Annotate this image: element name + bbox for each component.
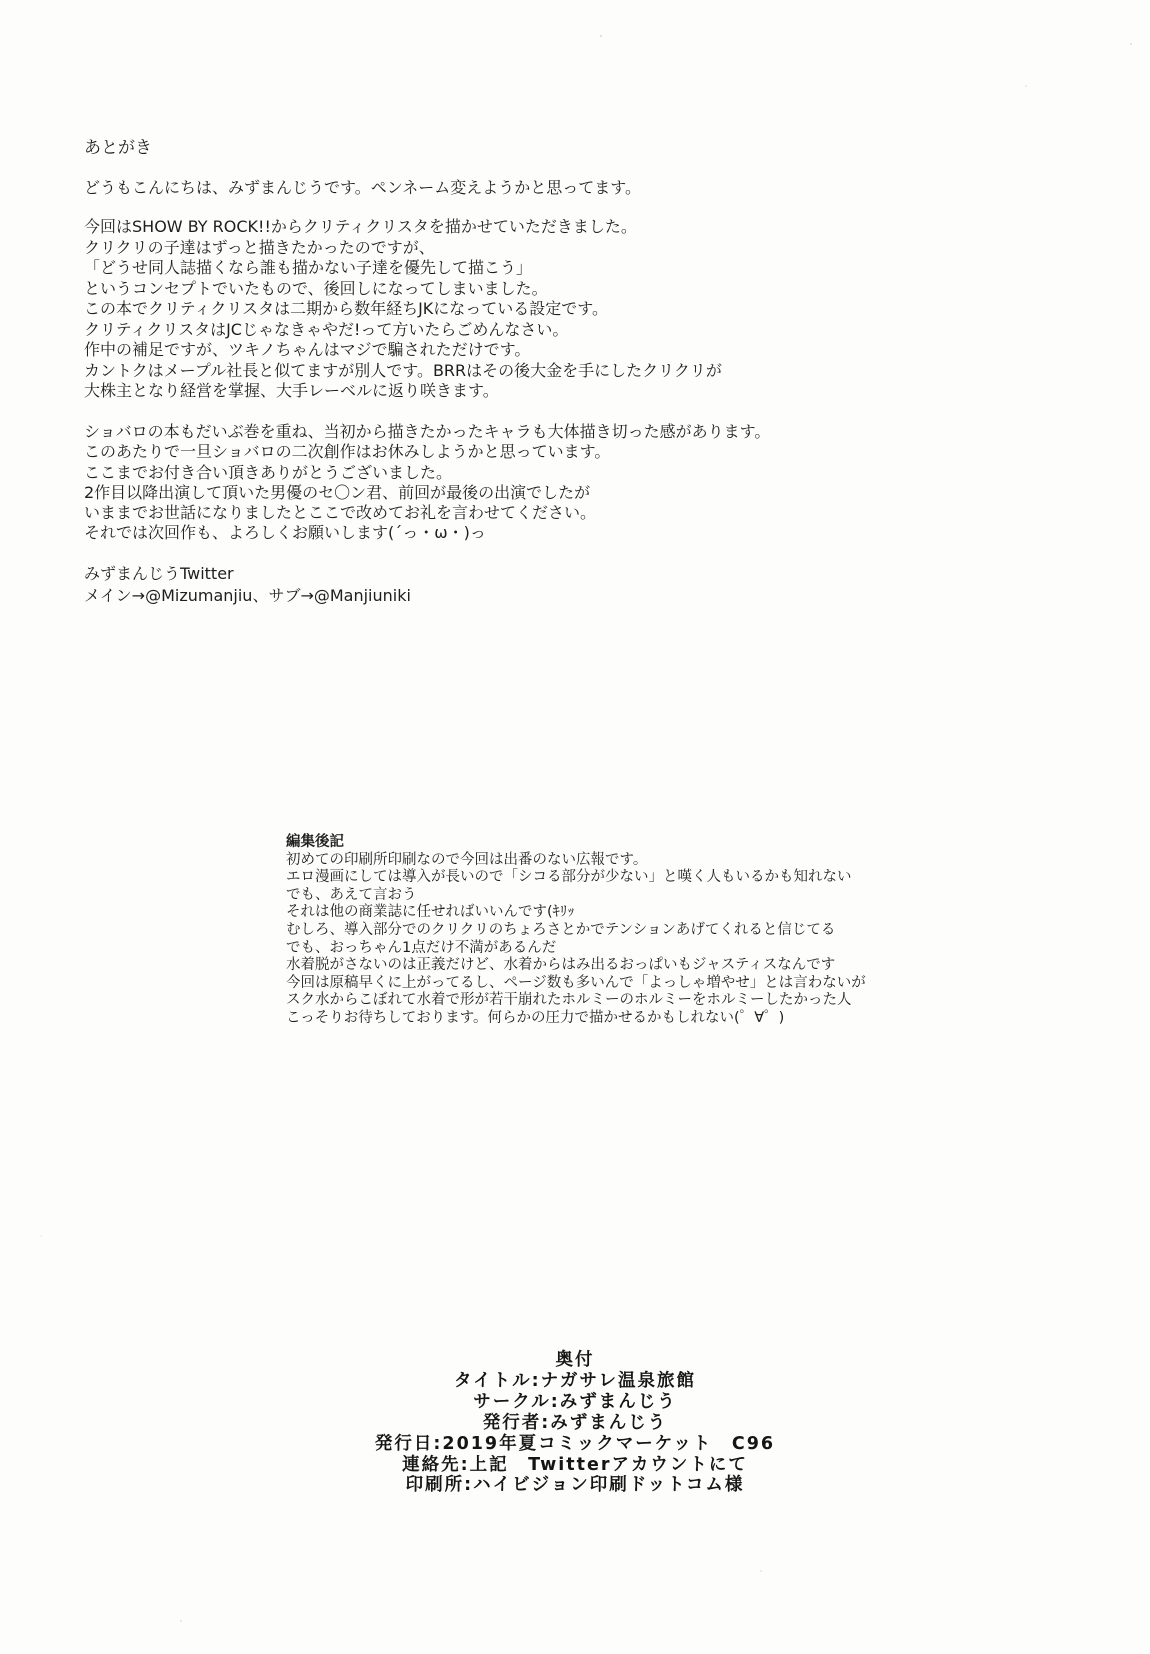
colophon-line-pubdate: 発行日:2019年夏コミックマーケット C96 xyxy=(374,1433,776,1454)
afterword-line: この本でクリティクリスタは二期から数年経ちJKになっている設定です。 xyxy=(84,299,609,318)
editors-note-line: 水着脱がさないのは正義だけど、水着からはみ出るおっぱいもジャスティスなんです xyxy=(286,957,836,974)
afterword-title: あとがき xyxy=(84,138,152,158)
editors-note-line: こっそりお待ちしております。何らかの圧力で描かせるかもしれない(゜∀゜) xyxy=(286,1009,785,1026)
editors-note-line: 今回は原稿早くに上がってるし、ページ数も多いんで「よっしゃ増やせ」とは言わないが xyxy=(286,974,866,991)
colophon-line-circle: サークル:みずまんじう xyxy=(473,1391,677,1412)
editors-note-line: スク水からこぼれて水着で形が若干崩れたホルミーのホルミーをホルミーしたかった人 xyxy=(286,992,852,1009)
editors-note-line: エロ漫画にしては導入が長いので「シコる部分が少ない」と嘆く人もいるかも知れない xyxy=(286,869,852,886)
colophon-line-title: タイトル:ナガサレ温泉旅館 xyxy=(454,1370,696,1391)
editors-note-line: 初めての印刷所印刷なので今回は出番のない広報です。 xyxy=(286,851,648,868)
afterword-line: 作中の補足ですが、ツキノちゃんはマジで騙されただけです。 xyxy=(84,340,531,359)
afterword-line: 今回はSHOW BY ROCK!!からクリティクリスタを描かせていただきました。 xyxy=(84,217,637,236)
colophon-line-publisher: 発行者:みずまんじう xyxy=(482,1412,668,1433)
editors-note-line: むしろ、導入部分でのクリクリのちょろさとかでテンションあげてくれると信じてる xyxy=(286,921,836,938)
editors-note-line: それは他の商業誌に任せればいいんです(ｷﾘｯ xyxy=(286,904,575,921)
afterword-line: 「どうせ同人誌描くなら誰も描かない子達を優先して描こう」 xyxy=(84,258,533,277)
afterword-line: カントクはメープル社長と似てますが別人です。BRRはその後大金を手にしたクリクリが xyxy=(84,360,722,380)
afterword-line: このあたりで一旦ショバロの二次創作はお休みしようかと思っています。 xyxy=(84,442,611,462)
colophon-line-printer: 印刷所:ハイビジョン印刷ドットコム様 xyxy=(405,1475,745,1496)
colophon xyxy=(0,1350,1150,1496)
afterword-line: ショバロの本もだいぶ巻を重ね、当初から描きたかったキャラも大体描き切った感があります。 xyxy=(84,422,771,441)
afterword-paragraph-2 xyxy=(84,422,770,544)
afterword-paragraph-1 xyxy=(84,217,722,402)
scan-dust-specks xyxy=(600,35,602,37)
afterword-line: いままでお世話になりましたとここで改めてお礼を言わせてください。 xyxy=(84,503,597,523)
twitter-accounts: メイン→@Mizumanjiu、サブ→@Manjiuniki xyxy=(84,586,411,605)
afterword-line: クリクリの子達はずっと描きたかったのですが、 xyxy=(84,237,435,257)
afterword-line: それでは次回作も、よろしくお願いします(´っ・ω・)っ xyxy=(84,523,486,543)
editors-note-line: でも、あえて言おう xyxy=(286,886,417,903)
editors-note-line: でも、おっちゃん1点だけ不満があるんだ xyxy=(286,939,557,956)
afterword-line: 2作目以降出演して頂いた男優のセ〇ン君、前回が最後の出演でしたが xyxy=(84,482,591,502)
afterword-line: クリティクリスタはJCじゃなきゃやだ!って方いたらごめんなさい。 xyxy=(84,319,569,339)
colophon-line-contact: 連絡先:上記 Twitterアカウントにて xyxy=(402,1454,748,1475)
twitter-heading: みずまんじうTwitter xyxy=(84,564,234,583)
editors-note xyxy=(286,834,866,1028)
afterword-line: というコンセプトでいたもので、後回しになってしまいました。 xyxy=(84,278,548,298)
editors-note-title: 編集後記 xyxy=(286,834,344,850)
afterword-line: 大株主となり経営を掌握、大手レーベルに返り咲きます。 xyxy=(84,381,499,400)
colophon-title: 奥付 xyxy=(555,1350,595,1370)
afterword-line: ここまでお付き合い頂きありがとうございました。 xyxy=(84,462,453,482)
afterword-greeting: どうもこんにちは、みずまんじうです。ペンネーム変えようかと思ってます。 xyxy=(84,178,641,197)
